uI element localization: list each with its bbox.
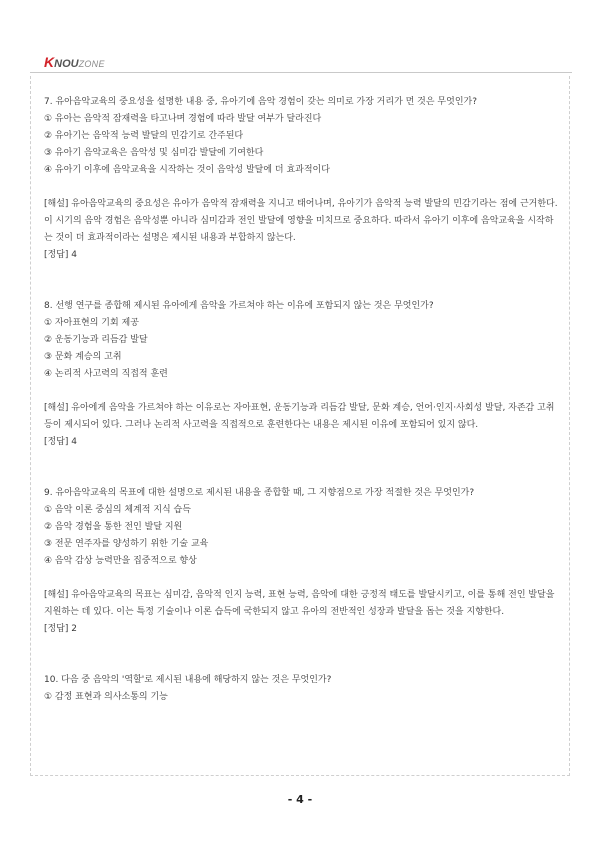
- page-content: [44, 94, 560, 706]
- option-item: ② 음악 경험을 통한 전인 발달 지원: [44, 522, 183, 532]
- explanation-text: [해설] 유아음악교육의 중요성은 유아가 음악적 잠재력을 지니고 태어나며, 유아기가 음악적 능력 발달의 민감기라는 점에 근거한다. 이 시기의 음악 경험은 음악성뿐 아니라 심미감과 전인 발달에 영향을 미치므로 중요하다. 따라서 유아기 이후에 음악교육을 시작하는 것이 더 효과적이라는 설명은 제시된 내용과 부합하지 않는다.: [44, 199, 558, 243]
- answer-text: [정답] 4: [44, 250, 77, 260]
- question-text: 10. 다음 중 음악의 '역할'로 제시된 내용에 해당하지 않는 것은 무엇인가?: [44, 675, 332, 685]
- answer-text: [정답] 2: [44, 624, 77, 634]
- option-item: ③ 전문 연주자를 양성하기 위한 기술 교육: [44, 539, 209, 549]
- question-text: 7. 유아음악교육의 중요성을 설명한 내용 중, 유아기에 음악 경험이 갖는 의미로 가장 거리가 먼 것은 무엇인가?: [44, 97, 477, 107]
- explanation-text: [해설] 유아음악교육의 목표는 심미감, 음악적 인지 능력, 표현 능력, 음악에 대한 긍정적 태도를 발달시키고, 이를 통해 전인 발달을 지원하는 데 있다. 이는 특정 기술이나 이론 습득에 국한되지 않고 유아의 전반적인 성장과 발달을 돕는 것을 지향한다.: [44, 590, 555, 617]
- logo-text-zone: ZONE: [78, 59, 105, 69]
- option-item: ① 자아표현의 기회 제공: [44, 318, 139, 328]
- logo-text-nou: NOU: [54, 58, 79, 70]
- answer-text: [정답] 4: [44, 437, 77, 447]
- knouzone-logo: [44, 54, 105, 70]
- page-number: - 4 -: [287, 793, 313, 806]
- question-text: 9. 유아음악교육의 목표에 대한 설명으로 제시된 내용을 종합할 때, 그 지향점으로 가장 적절한 것은 무엇인가?: [44, 488, 475, 498]
- question-7: [44, 94, 560, 264]
- option-item: ④ 논리적 사고력의 직접적 훈련: [44, 369, 168, 379]
- option-item: ③ 문화 계승의 고취: [44, 352, 122, 362]
- option-item: ② 운동기능과 리듬감 발달: [44, 335, 148, 345]
- question-8: [44, 298, 560, 451]
- option-item: ② 유아기는 음악적 능력 발달의 민감기로 간주된다: [44, 131, 244, 141]
- question-9: [44, 485, 560, 638]
- header-divider: [30, 72, 572, 73]
- question-text: 8. 선행 연구를 종합해 제시된 유아에게 음악을 가르쳐야 하는 이유에 포함되지 않는 것은 무엇인가?: [44, 301, 434, 311]
- question-10: [44, 672, 560, 706]
- option-item: ④ 음악 감상 능력만을 집중적으로 향상: [44, 556, 197, 566]
- logo-letter-k: K: [44, 54, 55, 70]
- option-item: ③ 유아기 음악교육은 음악성 및 심미감 발달에 기여한다: [44, 148, 264, 158]
- option-item: ① 음악 이론 중심의 체계적 지식 습득: [44, 505, 191, 515]
- option-item: ④ 유아기 이후에 음악교육을 시작하는 것이 음악성 발달에 더 효과적이다: [44, 165, 330, 175]
- option-item: ① 감정 표현과 의사소통의 기능: [44, 692, 168, 702]
- option-item: ① 유아는 음악적 잠재력을 타고나며 경험에 따라 발달 여부가 달라진다: [44, 114, 322, 124]
- explanation-text: [해설] 유아에게 음악을 가르쳐야 하는 이유로는 자아표현, 운동기능과 리듬감 발달, 문화 계승, 언어·인지·사회성 발달, 자존감 고취 등이 제시되어 있다. 그러나 논리적 사고력을 직접적으로 훈련한다는 내용은 제시된 이유에 포함되어 있지 않다.: [44, 403, 555, 430]
